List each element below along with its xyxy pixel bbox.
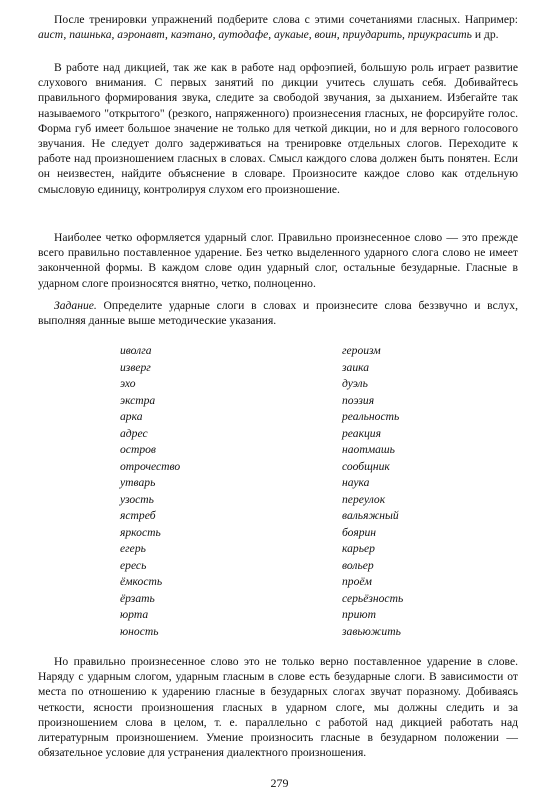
word-item: арка: [120, 410, 143, 423]
word-item: остров: [120, 443, 156, 456]
word-item: юность: [120, 624, 159, 638]
paragraph-2-text: В работе над дикцией, так же как в работе над орфоэпией, большую роль играет развитие слухового внимания. С первых занятий по дикции учитесь слушать себя. Добивайтесь правильного формирования звука, следите за свободой звучания, за дыханием. Избегайте так называемого "открытого" (резкого, напряженного) произнесения гласных, не форсируйте голос. Форма губ имеет большое значение не только для четкой дикции, но и для верного голосового звучания. Не следует долго задерживаться на тренировке отдельных слогов. Переходите к работе над произношением гласных в словах. Смысл каждого слова должен быть понятен. Если он неизвестен, найдите объяснение в словаре. Произносите каждое слово как отдельную смысловую единицу, контролируя слухом его произношение.: [38, 61, 518, 196]
word-item: экстра: [120, 393, 156, 407]
paragraph-1-end: и др.: [471, 28, 499, 42]
word-item: вольер: [342, 558, 374, 572]
paragraph-3: [38, 230, 518, 291]
word-item: утварь: [120, 476, 156, 489]
task-label: Задание.: [54, 299, 97, 312]
word-item: переулок: [342, 492, 386, 506]
word-item: юрта: [120, 608, 149, 621]
word-item: узость: [120, 492, 154, 506]
word-item: сообщник: [342, 459, 390, 473]
paragraph-5-text: Но правильно произнесенное слово это не только верно поставленное ударение в слове. Наряду с ударным слогом, ударным гласным в слове есть безударные слоги. В зависимости от места по отношению к ударению гласные в безударных слогах звучат поразному. Добиваясь четкости, ясности произношения гласных в ударном слоге, мы должны следить и за произношением слова в целом, т. е. параллельно с работой над дикцией работать над литературным произношением. Умение произносить гласные в безударном положении — обязательное условие для устранения диалектного произношения.: [38, 655, 518, 760]
paragraph-task: [38, 298, 518, 328]
word-item: проём: [342, 575, 372, 588]
word-item: поэзия: [342, 393, 375, 407]
page-number: 279: [270, 776, 289, 790]
task-text: Определите ударные слоги в словах и произнесите слова беззвучно и вслух, выполняя данные выше методические указания.: [38, 299, 518, 328]
word-item: карьер: [342, 542, 375, 555]
word-item: адрес: [120, 426, 148, 440]
word-column-left: [120, 343, 270, 640]
word-item: ястреб: [120, 509, 156, 522]
word-item: иволга: [120, 344, 152, 357]
word-item: реальность: [342, 410, 400, 423]
word-item: дуэль: [342, 377, 368, 390]
word-item: ёрзать: [120, 591, 155, 605]
word-item: егерь: [120, 542, 146, 555]
paragraph-1: [38, 12, 518, 42]
word-item: боярин: [342, 525, 377, 539]
word-item: реакция: [342, 426, 381, 440]
word-item: эхо: [120, 377, 136, 390]
word-item: героизм: [342, 344, 381, 357]
word-item: ересь: [120, 558, 147, 572]
word-item: заика: [342, 360, 370, 374]
paragraph-2: [38, 60, 518, 197]
word-column-right: [342, 343, 492, 640]
example-words: аист, пашнька, аэронавт, каэтано, аутодафе, аукаые, воин, приударить, приукрасить: [38, 28, 472, 42]
word-item: яркость: [120, 525, 161, 539]
word-item: отрочество: [120, 459, 181, 473]
word-item: ёмкость: [120, 575, 163, 588]
word-item: наотмашь: [342, 443, 395, 456]
paragraph-3-text: Наиболее четко оформляется ударный слог. Правильно произнесенное слово — это прежде всего правильно поставленное ударение. Без четко выделенного ударного слога слово не имеет законченной формы. В каждом слове один ударный слог, остальные безударные. Гласные в ударном слоге произносятся внятно, четко, полноценно.: [38, 231, 518, 290]
word-item: наука: [342, 476, 370, 489]
paragraph-5: [38, 654, 518, 760]
word-item: изверг: [120, 360, 151, 374]
word-item: завьюжить: [342, 624, 401, 638]
word-item: приют: [342, 608, 376, 621]
paragraph-1-text: После тренировки упражнений подберите слова с этими сочетаниями гласных. Например:: [54, 13, 518, 26]
word-item: серьёзность: [342, 591, 404, 605]
word-item: вальяжный: [342, 509, 399, 522]
